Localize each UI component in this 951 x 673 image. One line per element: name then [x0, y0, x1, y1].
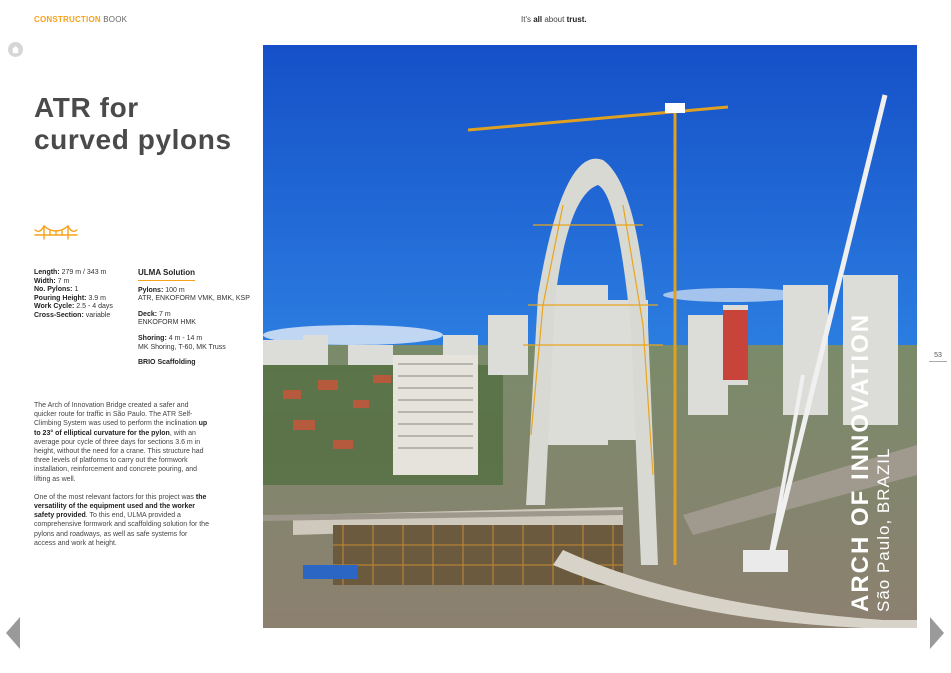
spec-value: 3.9 m [86, 294, 106, 302]
ulma-solution-title: ULMA Solution [138, 269, 195, 281]
bridge-photo [263, 45, 917, 628]
title-line-1: ATR for [34, 92, 139, 123]
home-icon[interactable] [8, 42, 23, 57]
brand-bold: CONSTRUCTION [34, 15, 101, 24]
tagline-pre: It's [521, 15, 534, 24]
spec-label: Work Cycle: [34, 303, 75, 311]
p1-text-bold: up to 23° of elliptical curvature for the pylon [34, 420, 208, 437]
spec-row [34, 286, 134, 295]
page-number: 53 [929, 352, 947, 362]
shoring-value: 4 m - 14 m [166, 334, 203, 342]
p2-text-c: . To this end, ULMA provided a comprehensive formwork and scaffolding solution for the pylons and roadways, as well as safe systems for access and work at height. [34, 512, 209, 547]
spec-value: 279 m / 343 m [59, 269, 107, 276]
spec-label: Cross-Section: [34, 311, 84, 319]
p2-text-a: One of the most relevant factors for this project was [34, 493, 196, 501]
shoring-label: Shoring: [138, 334, 167, 342]
deck-products: ENKOFORM HMK [138, 319, 196, 327]
pylons-value: 100 m [163, 286, 185, 294]
title-line-2: curved pylons [34, 124, 232, 155]
spec-value: 7 m [55, 277, 70, 285]
p1-text-c: , with an average pour cycle of three days for sections 3.6 m in height, without the need for a crane. This structure had three levels of platforms to carry out the formwork installation, reinforcement and concrete pouring, and lifting as well. [34, 429, 204, 483]
paragraph-2 [34, 493, 209, 548]
deck-group [138, 311, 258, 328]
spec-label: Length: [34, 269, 60, 276]
spec-row [34, 303, 134, 312]
caption-location: São Paulo, BRAZIL [874, 447, 893, 612]
spec-label: Width: [34, 277, 56, 285]
spec-label: Pouring Height: [34, 294, 87, 302]
brand-rest: BOOK [100, 15, 128, 24]
body-text [34, 401, 209, 557]
spec-row [34, 278, 134, 287]
p1-text-a: The Arch of Innovation Bridge created a safer and quicker route for traffic in São Paulo. The ATR Self-Climbing System was used to perform the inclination [34, 402, 199, 428]
book-brand [34, 15, 127, 24]
ulma-solution [138, 269, 258, 368]
spec-value: 1 [72, 286, 79, 294]
prev-page-arrow[interactable] [6, 617, 20, 649]
pylons-products: ATR, ENKOFORM VMK, BMK, KSP [138, 295, 250, 303]
bridge-icon [34, 224, 78, 245]
deck-value: 7 m [157, 310, 171, 318]
project-specs [34, 269, 134, 321]
caption-title: ARCH OF INNOVATION [847, 312, 874, 612]
pylons-group [138, 287, 258, 304]
tagline-mid: about [542, 15, 567, 24]
spec-row [34, 295, 134, 304]
spec-label: No. Pylons: [34, 286, 73, 294]
pylons-label: Pylons: [138, 286, 164, 294]
tagline-trust: trust. [566, 15, 587, 24]
scaffolding-label: BRIO Scaffolding [138, 359, 196, 367]
spec-row [34, 312, 134, 321]
spec-value: variable [83, 311, 111, 319]
next-page-arrow[interactable] [930, 617, 944, 649]
deck-label: Deck: [138, 310, 158, 318]
page-title [34, 92, 232, 156]
tagline-all: all [533, 15, 543, 24]
spec-value: 2.5 - 4 days [74, 303, 113, 311]
paragraph-1 [34, 401, 209, 484]
header-tagline [521, 15, 587, 24]
p2-text-bold: the versatility of the equipment used and the worker safety provided [34, 493, 207, 520]
shoring-group [138, 335, 258, 352]
photo-caption [848, 313, 893, 612]
shoring-products: MK Shoring, T-60, MK Truss [138, 343, 226, 351]
spec-row [34, 269, 134, 278]
